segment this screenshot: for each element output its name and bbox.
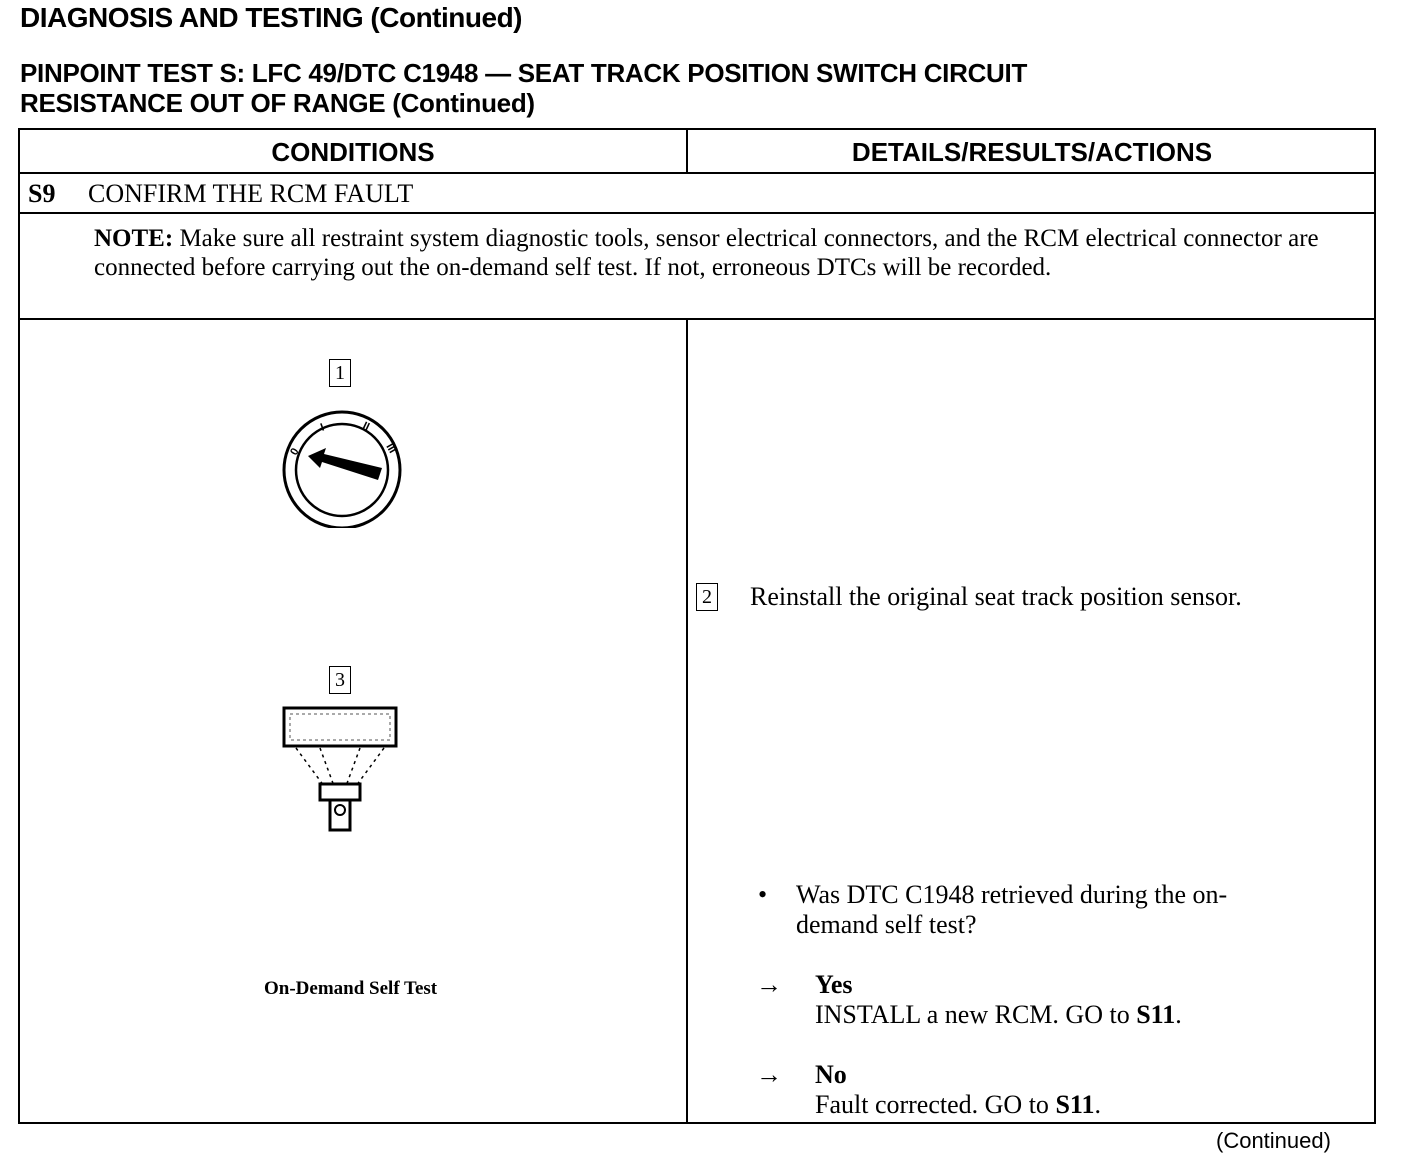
no-arrow-icon: →: [756, 1060, 782, 1089]
yes-action: INSTALL a new RCM. GO to: [815, 1000, 1137, 1029]
no-label: No: [815, 1060, 847, 1089]
item-2-number: 2: [696, 583, 718, 611]
no-answer: No Fault corrected. GO to S11.: [815, 1060, 1101, 1119]
page-title: DIAGNOSIS AND TESTING (Continued): [20, 2, 522, 33]
note-row: [20, 214, 1374, 320]
ignition-position-0: 0: [288, 446, 302, 458]
yes-label: Yes: [815, 970, 853, 999]
item-2-action: Reinstall the original seat track position sensor.: [750, 582, 1242, 611]
note-text: Make sure all restraint system diagnostic tools, sensor electrical connectors, and the RCM electrical connector are connected before carrying out the on-demand self test. If not, erroneous DTCs will be recorded.: [94, 225, 1319, 281]
step-title: CONFIRM THE RCM FAULT: [88, 179, 414, 208]
bullet: •: [758, 880, 768, 909]
details-header: DETAILS/RESULTS/ACTIONS: [688, 130, 1376, 174]
ignition-outer-ring: [284, 412, 400, 528]
yes-answer: Yes INSTALL a new RCM. GO to S11.: [815, 970, 1182, 1029]
subtitle-line-1: PINPOINT TEST S: LFC 49/DTC C1948 — SEAT TRACK POSITION SWITCH CIRCUIT: [20, 58, 1028, 88]
no-target: S11: [1055, 1090, 1095, 1119]
subtitle-line-2: RESISTANCE OUT OF RANGE (Continued): [20, 88, 535, 118]
step-row: [20, 174, 1374, 214]
no-action: Fault corrected. GO to: [815, 1090, 1056, 1119]
note: [94, 224, 1374, 282]
yes-arrow-icon: →: [756, 970, 782, 999]
item-1-number: 1: [329, 359, 351, 387]
ignition-switch-icon: [278, 408, 414, 528]
step-id: S9: [28, 179, 56, 208]
yes-target: S11: [1136, 1000, 1176, 1029]
connector-head: [320, 784, 360, 800]
ignition-position-1: I: [318, 421, 326, 434]
pinpoint-test-title: [20, 58, 1027, 118]
ignition-position-2: II: [360, 419, 372, 434]
conditions-header: CONDITIONS: [20, 130, 688, 174]
continued-footer: (Continued): [1216, 1128, 1331, 1153]
item-3-number: 3: [329, 666, 351, 694]
column-divider: [686, 320, 688, 1122]
ignition-key-arrow: [308, 448, 382, 480]
note-label: NOTE:: [94, 225, 174, 252]
question-text: Was DTC C1948 retrieved during the on-demand self test?: [796, 880, 1228, 939]
diagnostic-tool-icon: [282, 706, 400, 834]
item-3-caption: On-Demand Self Test: [264, 978, 438, 999]
ignition-position-3: III: [383, 441, 399, 456]
